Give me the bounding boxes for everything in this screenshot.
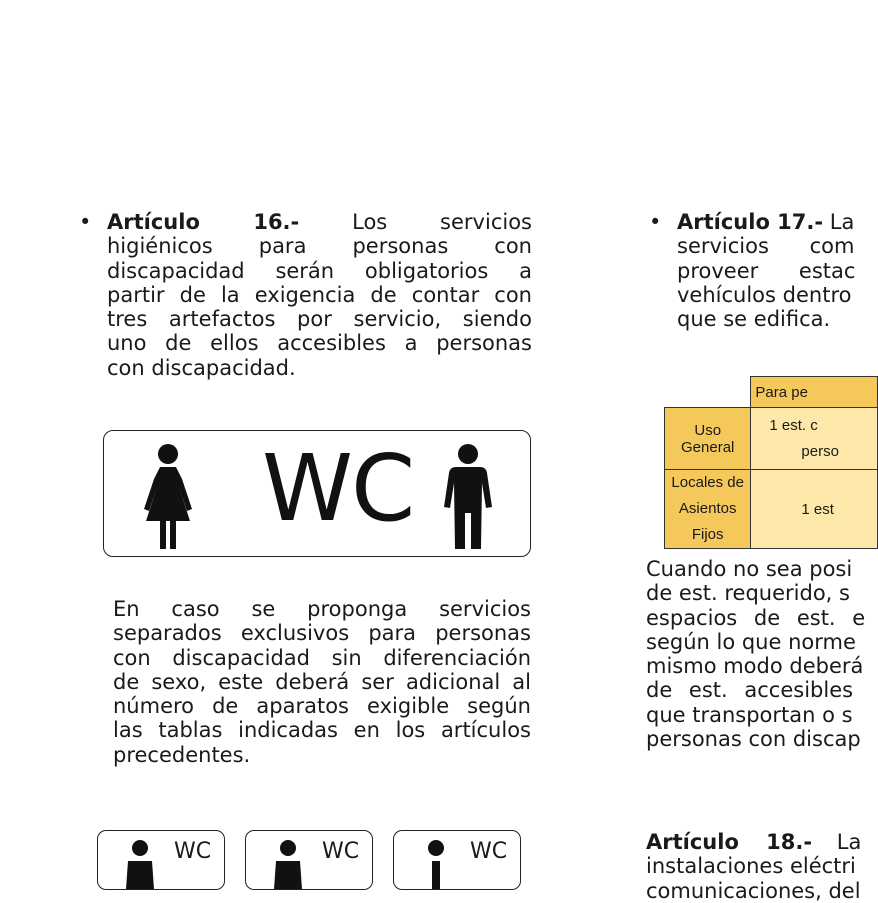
paragraph-line: de est. accesibles: [646, 678, 854, 703]
paragraph-line: personas con discap: [646, 727, 861, 752]
row-value: 1 est: [751, 470, 878, 549]
article-18: [646, 830, 878, 903]
article-16-line: tres artefactos por servicio, siendo: [107, 307, 532, 332]
woman-icon: [138, 443, 198, 551]
article-17-line: que se edifica.: [677, 307, 831, 332]
paragraph-line: de sexo, este deberá ser adicional al: [113, 669, 531, 694]
paragraph-line: las tablas indicadas en los artículos: [113, 718, 531, 743]
paragraph-line: mismo modo deberá: [646, 654, 864, 679]
person-icon: [416, 839, 456, 889]
mini-wc-sign: [97, 830, 225, 890]
article-17-line: servicios com: [677, 234, 855, 259]
article-17-line: Artículo 17.- La: [677, 210, 855, 234]
article-17-item: [646, 210, 878, 331]
mini-wc-label: WC: [174, 839, 212, 864]
article-17-line: vehículos dentro: [677, 282, 852, 307]
article-16-line: Artículo 16.- Los servicios: [107, 210, 532, 234]
paragraph-separate-services: [113, 597, 531, 767]
mini-wc-sign: [245, 830, 373, 890]
row-value: 1 est. c perso: [751, 408, 878, 470]
person-icon: [268, 839, 308, 889]
row-label: Uso General: [665, 408, 751, 470]
paragraph-line: separados exclusivos para personas: [113, 621, 531, 646]
table-corner: [665, 377, 751, 408]
table-header-row: [665, 377, 878, 408]
paragraph-line: Cuando no sea posi: [646, 557, 853, 581]
article-17-heading: Artículo 17.-: [677, 210, 824, 234]
mini-wc-sign: [393, 830, 521, 890]
article-16-heading: Artículo 16.-: [107, 210, 300, 234]
wc-label: WC: [262, 435, 414, 542]
article-17-line: proveer estac: [677, 258, 856, 283]
article-16-line: con discapacidad.: [107, 355, 296, 380]
paragraph-line: de est. requerido, s: [646, 581, 850, 606]
wc-sign: [103, 430, 531, 557]
article-17: [646, 210, 878, 331]
article-18-line: comunicaciones, del: [646, 878, 861, 903]
paragraph-parking: [646, 557, 878, 751]
table-header: Para pe: [751, 377, 878, 408]
paragraph-line: espacios de est. e: [646, 605, 866, 630]
table: [664, 376, 878, 549]
table-row: [665, 470, 878, 549]
bullet: •: [79, 210, 92, 234]
person-icon: [120, 839, 160, 889]
paragraph-line: número de aparatos exigible según: [113, 694, 531, 719]
paragraph-line: con discapacidad sin diferenciación: [113, 645, 531, 670]
article-18-line: instalaciones eléctri: [646, 854, 856, 879]
bullet: •: [649, 210, 662, 234]
article-16-line: partir de la exigencia de contar con: [107, 282, 532, 307]
paragraph-line: En caso se proponga servicios: [113, 597, 531, 621]
article-16-item: [76, 210, 532, 380]
table-row: [665, 408, 878, 470]
row-label: Locales de Asientos Fijos: [665, 470, 751, 549]
article-16-line: higiénicos para personas con: [107, 234, 532, 259]
article-16-line: discapacidad serán obligatorios a: [107, 258, 532, 283]
paragraph-line: que transportan o s: [646, 702, 853, 727]
parking-table: [664, 376, 878, 549]
paragraph-line: precedentes.: [113, 742, 251, 767]
article-18-line: Artículo 18.- La: [646, 830, 862, 854]
mini-wc-label: WC: [470, 839, 508, 864]
article-16-line: uno de ellos accesibles a personas: [107, 331, 532, 356]
paragraph-line: según lo que norme: [646, 629, 856, 654]
man-icon: [440, 443, 496, 551]
article-18-heading: Artículo 18.-: [646, 830, 813, 854]
mini-wc-label: WC: [322, 839, 360, 864]
article-16: [76, 210, 532, 380]
